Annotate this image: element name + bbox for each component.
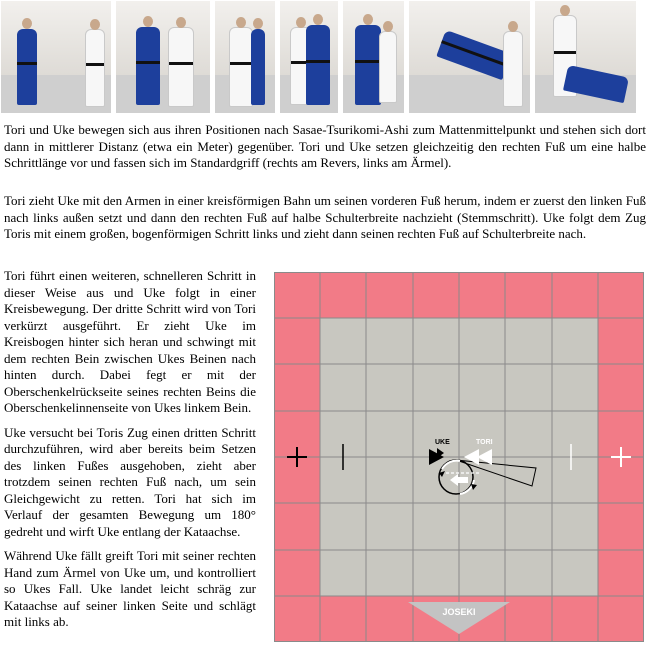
paragraph-3: Tori führt einen weiteren, schnelleren Schritt in dieser Weise aus und Uke folgt in einer Kreisbewegung. Der dritte Schritt wird von Tori verkürzt ausgeführt. Er zieht Uke im Kreisbogen hinter sich heran und schwingt mit dem rechten Bein zwischen Ukes Beinen nach hinten durch. Dabei fegt er mit der Oberschenkelrückseite seines rechten Beins die Oberschenkelinnenseite von Ukes linkem Bein. [4, 268, 256, 415]
photo-strip [0, 0, 651, 115]
side-text-column [4, 268, 256, 639]
paragraph-4: Uke versucht bei Toris Zug einen dritten Schritt durchzuführen, wird aber bereits beim Setzen des linken Fußes ausgehoben, zieht aber trotzdem seinen rechten Fuß nach, um sein Gleichgewicht zu retten. Tori hat sich im Verlauf der gesamten Bewegung um 180° gedreht und wirft Uke entlang der Kataachse. [4, 424, 256, 539]
uke-label: UKE [435, 439, 450, 446]
paragraph-2: Tori zieht Uke mit den Armen in einer kreisförmigen Bahn um seinen vorderen Fuß herum, indem er zuerst den linken Fuß nach links außen setzt und dann den rechten Fuß auf halbe Schulterbreite nachzieht (Stemmschritt). Uke folgt dem Zug Toris mit einem großen, bogenförmigen Schritt links und zieht dann seinen rechten Fuß auf Schulterbreite nach. [4, 193, 646, 241]
paragraph-5: Während Uke fällt greift Tori mit seiner rechten Hand zum Ärmel von Uke um, und kontrolliert so Ukes Fall. Uke landet leicht schräg zur Kataachse auf seiner linken Seite und schlägt mit links ab. [4, 548, 256, 629]
paragraph-1: Tori und Uke bewegen sich aus ihren Positionen nach Sasae-Tsurikomi-Ashi zum Mattenmittelpunkt und stehen sich dort dann in mittlerer Distanz (etwa ein Meter) gegenüber. Tori und Uke setzen gleichzeitig den rechten Fuß um eine halbe Schrittlänge vor und fassen sich im Standardgriff (rechts am Revers, links am Ärmel). [4, 122, 646, 170]
joseki-label: JOSEKI [442, 607, 476, 617]
photo-7 [535, 1, 636, 113]
mat-diagram [274, 272, 644, 642]
photo-1 [1, 1, 111, 113]
tori-label: TORI [476, 439, 493, 446]
photo-5 [343, 1, 404, 113]
photo-4 [280, 1, 338, 113]
photo-2 [116, 1, 210, 113]
photo-3 [215, 1, 275, 113]
photo-6 [409, 1, 530, 113]
